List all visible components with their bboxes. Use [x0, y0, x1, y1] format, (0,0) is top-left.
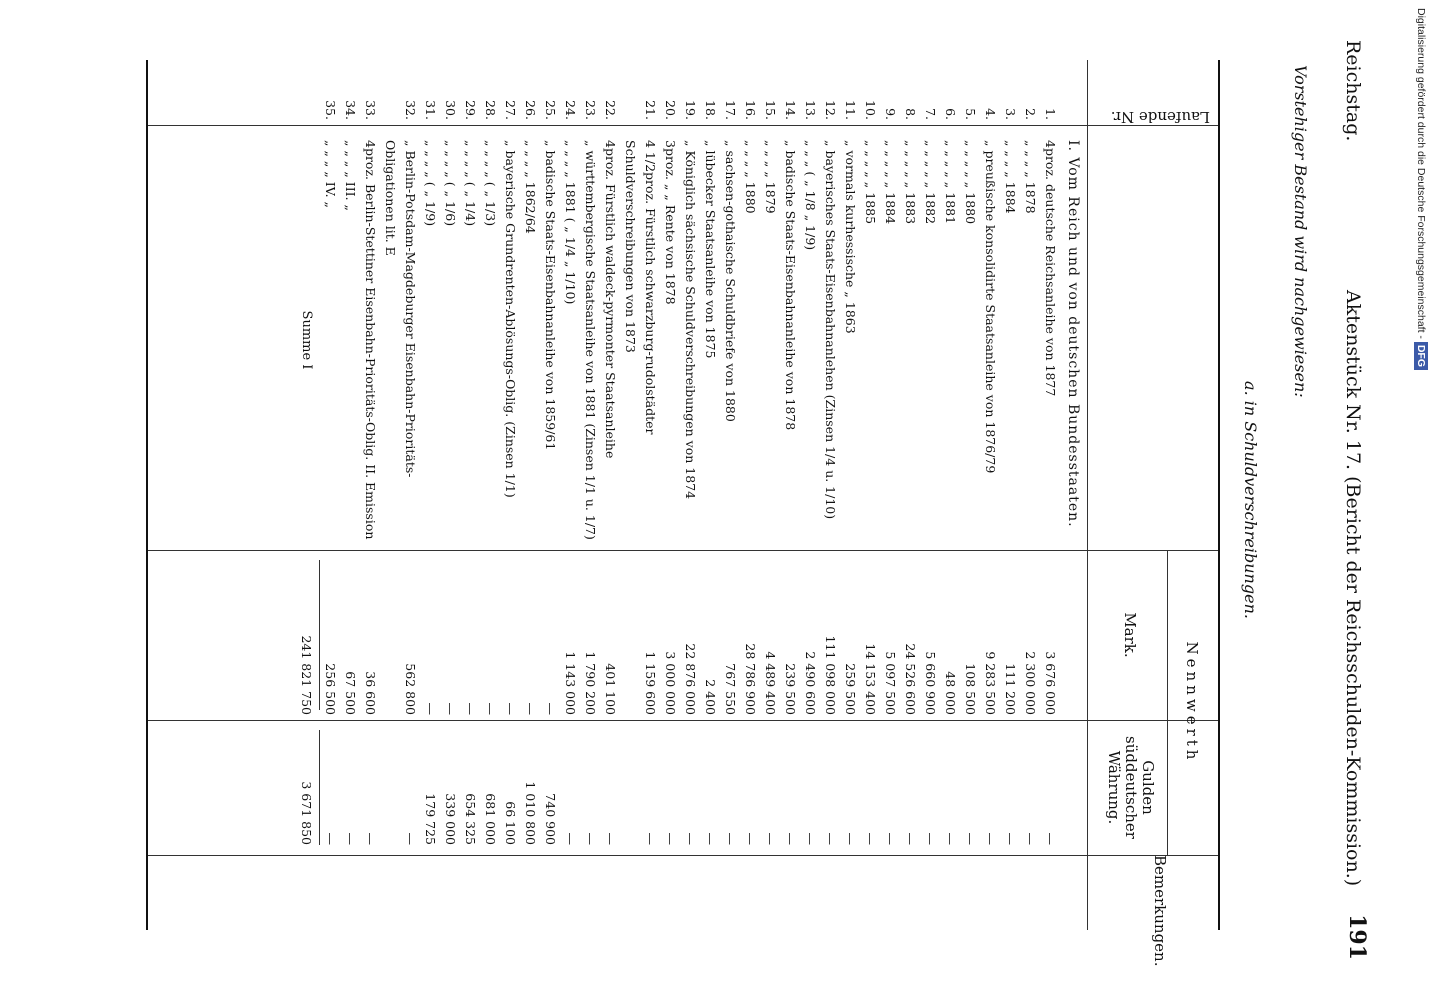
row-mark-value: 4 489 400 — [763, 651, 778, 715]
row-mark-value: — — [483, 702, 498, 715]
running-head-title: Aktenstück Nr. 17. (Bericht der Reichsschulden-Kommission.) — [1342, 290, 1364, 887]
row-gulden-value: — — [983, 832, 998, 845]
row-mark-value: 111 200 — [1003, 663, 1018, 715]
row-number: 4. — [983, 108, 998, 120]
row-mark-value: 2 400 — [703, 679, 718, 715]
row-number: 20. — [663, 100, 678, 120]
row-mark-value: 401 100 — [603, 663, 618, 715]
row-gulden-value: — — [603, 832, 618, 845]
row-number: 17. — [723, 100, 738, 120]
row-description: 4proz. deutsche Reichsanleihe von 1877 — [1043, 140, 1058, 397]
row-gulden-value: — — [583, 832, 598, 845]
row-number: 25. — [543, 100, 558, 120]
row-description: „ sachsen-gothaische Schuldbriefe von 1880 — [723, 140, 738, 422]
row-number: 24. — [563, 100, 578, 120]
row-number: 6. — [943, 108, 958, 120]
row-description: „ „ „ „ 1878 — [1023, 140, 1038, 214]
row-description: „ „ „ „ „ 1885 — [863, 140, 878, 225]
row-mark-value: 48 000 — [943, 671, 958, 715]
page-number: 191 — [1344, 914, 1370, 960]
row-gulden-value: 66 100 — [503, 801, 518, 845]
row-mark-value: — — [543, 702, 558, 715]
header-nennwerth: Nennwerth — [1183, 641, 1201, 764]
column-rule — [148, 720, 1218, 721]
row-number: 22. — [603, 100, 618, 120]
row-number: 1. — [1043, 108, 1058, 120]
row-description: „ bayerische Grundrenten-Ablösungs-Oblig. (Zinsen 1/1) — [503, 140, 518, 498]
row-gulden-value: — — [323, 832, 338, 845]
dfg-logo: DFG — [1414, 342, 1428, 370]
row-gulden-value: — — [903, 832, 918, 845]
row-gulden-value: — — [1023, 832, 1038, 845]
dfg-stamp — [1411, 8, 1431, 992]
row-number: 10. — [863, 100, 878, 120]
row-mark-value: 5 097 500 — [883, 651, 898, 715]
sum-mark: 241 821 750 — [299, 635, 314, 715]
row-description: „ „ „ „ 1862/64 — [523, 140, 538, 234]
row-mark-value: 14 153 400 — [863, 643, 878, 715]
row-gulden-value: — — [843, 832, 858, 845]
sum-rule-mark — [319, 560, 320, 710]
row-number: 31. — [423, 100, 438, 120]
column-rule — [148, 125, 1218, 126]
row-gulden-value: — — [403, 832, 418, 845]
row-mark-value: 239 500 — [783, 663, 798, 715]
row-description: 4proz. Fürstlich waldeck-pyrmonter Staatsanleihe — [603, 140, 618, 459]
row-gulden-value: — — [703, 832, 718, 845]
row-number: 33. — [363, 100, 378, 120]
row-mark-value: 5 660 900 — [923, 651, 938, 715]
header-rule — [1087, 60, 1088, 550]
row-gulden-value: — — [803, 832, 818, 845]
row-gulden-value: — — [783, 832, 798, 845]
row-description: „ Berlin-Potsdam-Magdeburger Eisenbahn-Prioritäts-Obligationen lit. E — [383, 140, 418, 478]
row-gulden-value: — — [563, 832, 578, 845]
row-number: 14. — [783, 100, 798, 120]
row-description: „ bayerisches Staats-Eisenbahnanlehen (Zinsen 1/4 u. 1/10) — [823, 140, 838, 520]
intro-text: Vorstehiger Bestand wird nachgewiesen: — [1291, 65, 1310, 398]
row-gulden-value: — — [723, 832, 738, 845]
row-number: 19. — [683, 100, 698, 120]
row-mark-value: 108 500 — [963, 663, 978, 715]
row-description: „ „ „ „ „ 1881 — [943, 140, 958, 225]
row-number: 29. — [463, 100, 478, 120]
header-rule — [1087, 550, 1088, 930]
row-number: 35. — [323, 100, 338, 120]
row-mark-value: 256 500 — [323, 663, 338, 715]
row-gulden-value: — — [943, 832, 958, 845]
row-gulden-value: — — [363, 832, 378, 845]
header-gulden: Gulden süddeutscher Währung. — [1105, 736, 1157, 839]
sum-rule-gulden — [319, 730, 320, 845]
row-number: 23. — [583, 100, 598, 120]
row-mark-value: — — [523, 702, 538, 715]
row-description: „ „ „ „ ( „ 1/9) — [423, 140, 438, 227]
row-description: „ vormals kurhessische „ 1863 — [843, 140, 858, 334]
row-description: „ „ „ „ 1880 — [743, 140, 758, 214]
row-description: 4proz. Berlin-Stettiner Eisenbahn-Prioritäts-Oblig. II. Emission — [363, 140, 378, 540]
row-number: 13. — [803, 100, 818, 120]
row-number: 30. — [443, 100, 458, 120]
running-head — [1330, 40, 1370, 960]
row-gulden-value: — — [823, 832, 838, 845]
row-number: 2. — [1023, 108, 1038, 120]
debt-table — [146, 60, 1220, 967]
section-title: a. in Schuldverschreibungen. — [1241, 381, 1260, 619]
header-bemerkungen: Bemerkungen. — [1151, 855, 1169, 967]
row-gulden-value: — — [683, 832, 698, 845]
row-number: 3. — [1003, 108, 1018, 120]
row-number: 26. — [523, 100, 538, 120]
row-description: „ „ „ „ „ 1884 — [883, 140, 898, 225]
sum-gulden: 3 671 850 — [299, 781, 314, 845]
row-description: „ Königlich sächsische Schuldverschreibungen von 1874 — [683, 140, 698, 500]
row-description: „ „ „ „ 1881 ( „ 1/4 „ 1/10) — [563, 140, 578, 305]
row-gulden-value: 740 900 — [543, 793, 558, 845]
row-gulden-value: 654 325 — [463, 793, 478, 845]
row-mark-value: 259 500 — [843, 663, 858, 715]
row-description: „ „ „ „ 1879 — [763, 140, 778, 214]
sum-label: Summe I — [299, 310, 314, 370]
row-description: „ „ „ „ „ 1882 — [923, 140, 938, 225]
row-mark-value: 3 000 000 — [663, 651, 678, 715]
row-gulden-value: — — [923, 832, 938, 845]
row-gulden-value: — — [1043, 832, 1058, 845]
header-lfd-nr: Laufende Nr. — [1110, 108, 1210, 126]
row-description: „ „ „ „ „ 1883 — [903, 140, 918, 225]
row-gulden-value: 179 725 — [423, 793, 438, 845]
row-mark-value: 562 800 — [403, 663, 418, 715]
row-number: 27. — [503, 100, 518, 120]
row-description: „ lübecker Staatsanleihe von 1875 — [703, 140, 718, 359]
row-mark-value: 36 600 — [363, 671, 378, 715]
row-description: „ badische Staats-Eisenbahnanleihe von 1878 — [783, 140, 798, 431]
row-number: 28. — [483, 100, 498, 120]
row-description: „ „ „ „ ( „ 1/4) — [463, 140, 478, 227]
header-rule — [1167, 550, 1168, 855]
row-description: „ „ „ „ ( „ 1/3) — [483, 140, 498, 227]
row-mark-value: 24 526 600 — [903, 643, 918, 715]
row-number: 8. — [903, 108, 918, 120]
row-number: 9. — [883, 108, 898, 120]
row-mark-value: 1 790 200 — [583, 651, 598, 715]
row-gulden-value: — — [883, 832, 898, 845]
column-rule — [148, 855, 1218, 856]
row-mark-value: 22 876 000 — [683, 643, 698, 715]
running-head-left: Reichstag. — [1342, 40, 1364, 142]
row-mark-value: 2 300 000 — [1023, 651, 1038, 715]
row-description: 3proz. „ „ Rente von 1878 — [663, 140, 678, 305]
row-gulden-value: 681 000 — [483, 793, 498, 845]
row-mark-value: — — [463, 702, 478, 715]
row-number: 18. — [703, 100, 718, 120]
row-mark-value: 9 283 500 — [983, 651, 998, 715]
row-gulden-value: — — [343, 832, 358, 845]
row-mark-value: — — [423, 702, 438, 715]
row-description: „ „ „ ( „ 1/8 „ 1/9) — [803, 140, 818, 251]
row-description: „ „ „ „ ( „ 1/6) — [443, 140, 458, 227]
row-description: „ württembergische Staatsanleihe von 1881 (Zinsen 1/1 u. 1/7) — [583, 140, 598, 540]
row-number: 32. — [403, 100, 418, 120]
row-number: 21. — [643, 100, 658, 120]
row-number: 11. — [843, 100, 858, 120]
row-gulden-value: 1 010 800 — [523, 781, 538, 845]
row-number: 34. — [343, 100, 358, 120]
row-gulden-value: — — [963, 832, 978, 845]
row-description: „ „ „ „ IV. „ — [323, 140, 338, 208]
row-description: „ preußische konsolidirte Staatsanleihe von 1876/79 — [983, 140, 998, 474]
row-gulden-value: — — [643, 832, 658, 845]
row-mark-value: 67 500 — [343, 671, 358, 715]
row-number: 7. — [923, 108, 938, 120]
row-mark-value: 111 098 000 — [823, 635, 838, 715]
subheading: I. Vom Reich und von deutschen Bundesstaaten. — [1065, 140, 1081, 528]
row-description: „ „ „ „ III. „ — [343, 140, 358, 212]
row-mark-value: 2 490 600 — [803, 651, 818, 715]
row-gulden-value: 339 000 — [443, 793, 458, 845]
row-mark-value: 28 786 900 — [743, 643, 758, 715]
row-number: 15. — [763, 100, 778, 120]
row-number: 12. — [823, 100, 838, 120]
row-mark-value: 1 159 600 — [643, 651, 658, 715]
row-gulden-value: — — [1003, 832, 1018, 845]
row-gulden-value: — — [763, 832, 778, 845]
row-mark-value: — — [503, 702, 518, 715]
row-number: 16. — [743, 100, 758, 120]
row-description: „ badische Staats-Eisenbahnanleihe von 1859/61 — [543, 140, 558, 451]
row-gulden-value: — — [863, 832, 878, 845]
row-description: „ „ „ „ 1884 — [1003, 140, 1018, 214]
row-gulden-value: — — [743, 832, 758, 845]
row-mark-value: 3 676 000 — [1043, 651, 1058, 715]
row-mark-value: 767 550 — [723, 663, 738, 715]
row-description: „ „ „ „ „ 1880 — [963, 140, 978, 225]
row-mark-value: 1 143 000 — [563, 651, 578, 715]
header-mark: Mark. — [1121, 612, 1139, 658]
dfg-stamp-text: Digitalisierung gefördert durch die Deutsche Forschungsgemeinschaft - — [1415, 8, 1427, 339]
row-description: 4 1/2proz. Fürstlich schwarzburg-rudolstädter Schuldverschreibungen von 1873 — [623, 140, 658, 435]
row-mark-value: — — [443, 702, 458, 715]
row-gulden-value: — — [663, 832, 678, 845]
row-number: 5. — [963, 108, 978, 120]
